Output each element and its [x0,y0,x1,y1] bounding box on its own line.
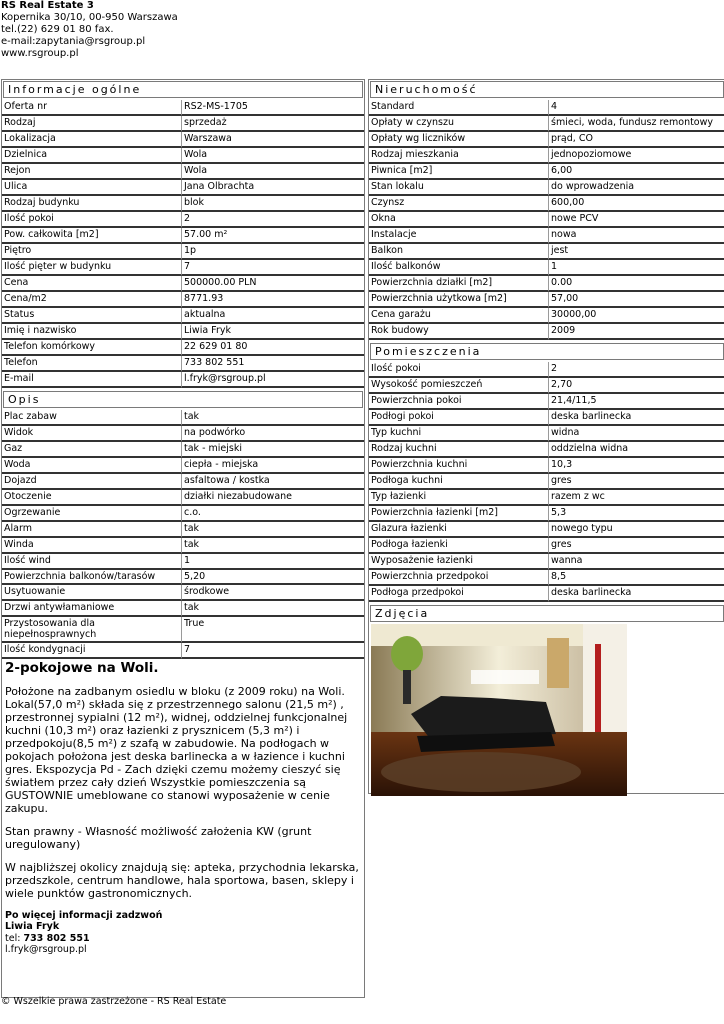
row-label: Balkon [369,244,549,260]
row-label: Ilość pięter w budynku [2,260,182,276]
row-label: Podłogi pokoi [369,410,549,426]
row-value: asfaltowa / kostka [182,474,364,490]
row-value: l.fryk@rsgroup.pl [182,372,364,388]
contact-block [2,910,364,956]
row-value: tak [182,538,364,554]
description [2,659,364,900]
row-value: 5,3 [549,506,724,522]
row-label: Drzwi antywłamaniowe [2,601,182,617]
table-row [2,164,364,180]
table-row [369,586,724,602]
property-table [369,100,724,340]
table-row [2,116,364,132]
table-row [2,506,364,522]
row-value: 0.00 [549,276,724,292]
table-row [369,228,724,244]
row-label: Dojazd [2,474,182,490]
general-table [2,100,364,388]
row-label: Rodzaj kuchni [369,442,549,458]
row-value: 8,5 [549,570,724,586]
table-row [2,132,364,148]
section-title-opis: Opis [3,391,363,408]
row-label: Ilość pokoi [369,362,549,378]
contact-intro: Po więcej informacji zadzwoń [5,909,163,921]
row-value: środkowe [182,585,364,601]
row-value: Warszawa [182,132,364,148]
row-label: Ogrzewanie [2,506,182,522]
row-value: do wprowadzenia [549,180,724,196]
row-value: śmieci, woda, fundusz remontowy [549,116,724,132]
table-row [2,148,364,164]
row-label: Widok [2,426,182,442]
description-heading: 2-pokojowe na Woli. [5,659,159,676]
row-label: Powierzchnia użytkowa [m2] [369,292,549,308]
row-label: Instalacje [369,228,549,244]
row-label: Cena garażu [369,308,549,324]
row-value: 2 [549,362,724,378]
table-row [369,362,724,378]
row-label: Wyposażenie łazienki [369,554,549,570]
table-row [369,538,724,554]
table-row [2,490,364,506]
table-row [369,180,724,196]
table-row [369,554,724,570]
table-row [369,116,724,132]
opis-table [2,410,364,659]
row-value: na podwórko [182,426,364,442]
table-row [369,410,724,426]
row-value: działki niezabudowane [182,490,364,506]
row-value: 6,00 [549,164,724,180]
living-room-photo-icon [371,624,627,796]
contact-tel-label: tel: [5,932,21,944]
row-label: Stan lokalu [369,180,549,196]
table-row [2,617,364,643]
row-label: Powierzchnia przedpokoi [369,570,549,586]
row-value: razem z wc [549,490,724,506]
row-label: Plac zabaw [2,410,182,426]
row-label: Piętro [2,244,182,260]
table-row [2,585,364,601]
row-value: tak - miejski [182,442,364,458]
row-label: Powierzchnia łazienki [m2] [369,506,549,522]
row-value: tak [182,410,364,426]
table-row [2,458,364,474]
row-value: c.o. [182,506,364,522]
row-value: 57,00 [549,292,724,308]
table-row [369,196,724,212]
row-value: tak [182,522,364,538]
row-label: Usytuowanie [2,585,182,601]
row-label: Czynsz [369,196,549,212]
contact-email[interactable]: l.fryk@rsgroup.pl [5,944,87,955]
table-row [369,100,724,116]
rooms-table [369,362,724,602]
row-value: gres [549,538,724,554]
row-value: aktualna [182,308,364,324]
table-row [369,276,724,292]
row-value: gres [549,474,724,490]
row-label: Ilość kondygnacji [2,643,182,659]
row-value: 10,3 [549,458,724,474]
table-row [2,324,364,340]
row-label: Status [2,308,182,324]
row-value: 2,70 [549,378,724,394]
row-label: Lokalizacja [2,132,182,148]
row-label: Opłaty wg liczników [369,132,549,148]
description-paragraph: W najbliższej okolicy znajdują się: apteka, przychodnia lekarska, przedszkole, centrum handlowe, hala sportowa, basen, sklepy i wiele punktów gastronomicznych. [5,860,359,900]
row-value: ciepła - miejska [182,458,364,474]
table-row [369,458,724,474]
table-row [2,340,364,356]
table-row [369,490,724,506]
row-label: Alarm [2,522,182,538]
row-label: Standard [369,100,549,116]
table-row [2,244,364,260]
row-value: 2 [182,212,364,228]
row-value: blok [182,196,364,212]
row-value: deska barlinecka [549,586,724,602]
row-value: 1p [182,244,364,260]
table-row [2,276,364,292]
table-row [369,164,724,180]
table-row [369,292,724,308]
row-value: nowego typu [549,522,724,538]
row-value: jednopoziomowe [549,148,724,164]
row-label: Powierzchnia balkonów/tarasów [2,570,182,585]
table-row [369,244,724,260]
row-label: Cena [2,276,182,292]
row-label: Rodzaj [2,116,182,132]
description-paragraph: Stan prawny - Własność możliwość założenia KW (grunt uregulowany) [5,824,312,851]
row-label: Telefon [2,356,182,372]
table-row [2,196,364,212]
row-value: 500000.00 PLN [182,276,364,292]
row-label: Opłaty w czynszu [369,116,549,132]
table-row [369,474,724,490]
table-row [2,260,364,276]
row-label: Podłoga kuchni [369,474,549,490]
row-label: Gaz [2,442,182,458]
row-label: Winda [2,538,182,554]
row-label: Woda [2,458,182,474]
row-label: E-mail [2,372,182,388]
row-value: Liwia Fryk [182,324,364,340]
company-name: RS Real Estate 3 [1,0,94,11]
row-value: 733 802 551 [182,356,364,372]
row-label: Imię i nazwisko [2,324,182,340]
row-value: wanna [549,554,724,570]
table-row [369,570,724,586]
row-label: Okna [369,212,549,228]
table-row [369,308,724,324]
property-photo[interactable] [371,624,627,796]
row-label: Rodzaj mieszkania [369,148,549,164]
row-value: sprzedaż [182,116,364,132]
section-title-rooms: Pomieszczenia [370,343,724,360]
row-label: Rok budowy [369,324,549,340]
company-email[interactable]: e-mail:zapytania@rsgroup.pl [1,36,146,47]
row-value: jest [549,244,724,260]
table-row [369,260,724,276]
table-row [2,426,364,442]
row-value: widna [549,426,724,442]
row-label: Ilość pokoi [2,212,182,228]
row-value: 1 [549,260,724,276]
table-row [369,324,724,340]
row-label: Pow. całkowita [m2] [2,228,182,244]
row-label: Wysokość pomieszczeń [369,378,549,394]
row-value: 8771.93 [182,292,364,308]
row-label: Powierzchnia kuchni [369,458,549,474]
row-label: Ilość balkonów [369,260,549,276]
row-label: Oferta nr [2,100,182,116]
table-row [2,100,364,116]
row-label: Otoczenie [2,490,182,506]
row-label: Powierzchnia pokoi [369,394,549,410]
table-row [2,643,364,659]
table-row [2,442,364,458]
company-phone: tel.(22) 629 01 80 fax. [1,24,114,35]
row-label: Rejon [2,164,182,180]
row-value: 5,20 [182,570,364,585]
row-label: Dzielnica [2,148,182,164]
row-value: RS2-MS-1705 [182,100,364,116]
row-label: Typ łazienki [369,490,549,506]
table-row [2,474,364,490]
row-value: nowe PCV [549,212,724,228]
row-label: Przystosowania dla niepełnosprawnych [2,617,182,643]
row-label: Telefon komórkowy [2,340,182,356]
footer-copyright: © Wszelkie prawa zastrzeżone - RS Real Estate [1,996,227,1007]
table-row [369,148,724,164]
row-value: 30000,00 [549,308,724,324]
table-row [369,394,724,410]
table-row [2,308,364,324]
table-row [2,410,364,426]
row-label: Ulica [2,180,182,196]
row-value: Wola [182,148,364,164]
row-value: Jana Olbrachta [182,180,364,196]
row-value: Wola [182,164,364,180]
row-label: Powierzchnia działki [m2] [369,276,549,292]
row-label: Rodzaj budynku [2,196,182,212]
row-label: Podłoga łazienki [369,538,549,554]
table-row [2,180,364,196]
row-value: 7 [182,643,364,659]
row-value: prąd, CO [549,132,724,148]
row-value: oddzielna widna [549,442,724,458]
table-row [369,522,724,538]
table-row [2,570,364,585]
contact-name: Liwia Fryk [5,921,60,932]
row-value: 21,4/11,5 [549,394,724,410]
table-row [369,426,724,442]
row-label: Typ kuchni [369,426,549,442]
row-value: 57.00 m² [182,228,364,244]
row-label: Ilość wind [2,554,182,570]
row-label: Piwnica [m2] [369,164,549,180]
row-value: deska barlinecka [549,410,724,426]
row-value: 4 [549,100,724,116]
table-row [2,356,364,372]
description-paragraph: Położone na zadbanym osiedlu w bloku (z 2009 roku) na Woli. Lokal(57,0 m²) składa się z przestrzennego salonu (21,5 m²) , przestronnej sypialni (12 m²), widnej, oddzielnej funkcjonalnej kuchni (10,3 m²) oraz łazienki z prysznicem (5,3 m²) i przedpokoju(8,5 m²) z szafą w zabudowie. Na podłogach w pokojach położona jest deska barlinecka a w łazience i kuchni gres. Ekspozycja Pd - Zach dzięki czemu możemy cieszyć się światłem przez cały dzień Wszystkie pomieszczenia są GUSTOWNIE umeblowane co stanowi wyposażenie w cenie zakupu. [5,684,348,815]
row-value: 2009 [549,324,724,340]
row-value: nowa [549,228,724,244]
table-row [2,601,364,617]
table-row [2,212,364,228]
table-row [369,132,724,148]
row-label: Cena/m2 [2,292,182,308]
section-title-photos: Zdjęcia [370,605,724,622]
agency-header [1,0,178,60]
table-row [369,442,724,458]
right-column [368,79,724,794]
table-row [369,378,724,394]
table-row [369,212,724,228]
section-title-property: Nieruchomość [370,81,724,98]
row-value: 1 [182,554,364,570]
row-value: True [182,617,364,643]
table-row [2,554,364,570]
table-row [369,506,724,522]
row-label: Glazura łazienki [369,522,549,538]
table-row [2,228,364,244]
row-label: Podłoga przedpokoi [369,586,549,602]
row-value: 7 [182,260,364,276]
table-row [2,292,364,308]
section-title-general: Informacje ogólne [3,81,363,98]
table-row [2,538,364,554]
company-website[interactable]: www.rsgroup.pl [1,48,79,59]
left-column [1,79,365,998]
company-address: Kopernika 30/10, 00-950 Warszawa [1,12,178,23]
row-value: tak [182,601,364,617]
table-row [2,522,364,538]
row-value: 22 629 01 80 [182,340,364,356]
table-row [2,372,364,388]
contact-tel[interactable]: 733 802 551 [23,932,90,944]
row-value: 600,00 [549,196,724,212]
